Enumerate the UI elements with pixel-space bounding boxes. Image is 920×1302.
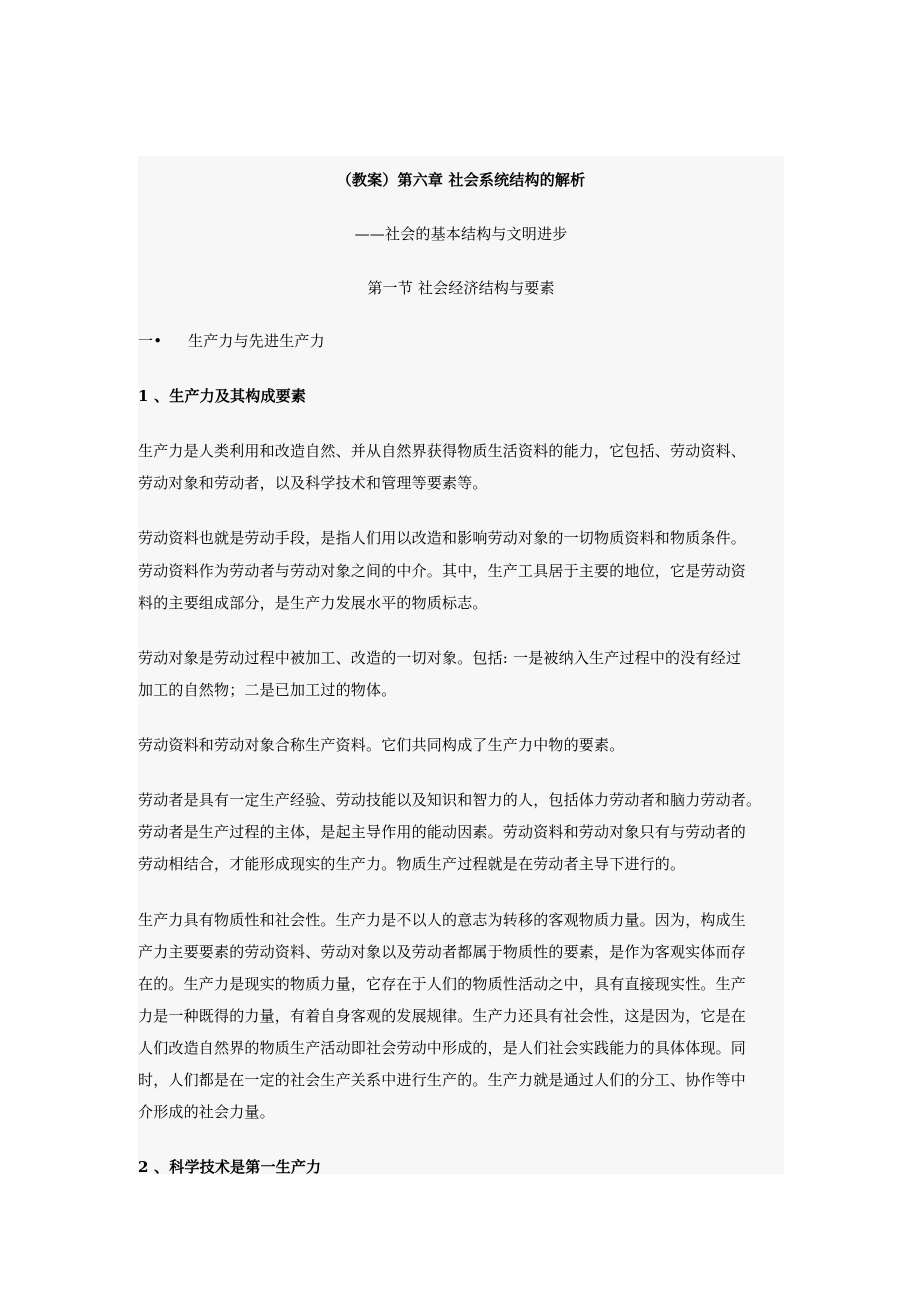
paragraph-line: 时，人们都是在一定的社会生产关系中进行生产的。生产力就是通过人们的分工、协作等中: [138, 1071, 747, 1089]
paragraph-line: 劳动相结合，才能形成现实的生产力。物质生产过程就是在劳动者主导下进行的。: [138, 855, 686, 873]
list-item-text: 生产力与先进生产力: [188, 332, 325, 350]
paragraph-line: 劳动对象和劳动者，以及科学技术和管理等要素等。: [138, 474, 488, 492]
list-item-one: [138, 331, 784, 351]
paragraph-line: 劳动者是具有一定生产经验、劳动技能以及知识和智力的人，包括体力劳动者和脑力劳动者。: [138, 791, 762, 809]
document-subtitle: ——社会的基本结构与文明进步: [354, 225, 568, 243]
paragraph-line: 劳动资料作为劳动者与劳动对象之间的中介。其中，生产工具居于主要的地位，它是劳动资: [138, 562, 747, 580]
paragraph-line: 在的。生产力是现实的物质力量，它存在于人们的物质性活动之中，具有直接现实性。生产: [138, 975, 747, 993]
document-page: [138, 156, 784, 1174]
paragraph-line: 生产力具有物质性和社会性。生产力是不以人的意志为转移的客观物质力量。因为，构成生: [138, 911, 747, 929]
document-title: （教案）第六章 社会系统结构的解析: [336, 171, 586, 189]
subheading-2: 2 、科学技术是第一生产力: [138, 1158, 322, 1176]
paragraph-line: 生产力是人类利用和改造自然、并从自然界获得物质生活资料的能力，它包括、劳动资料、: [138, 442, 747, 460]
paragraph-line: 劳动资料也就是劳动手段，是指人们用以改造和影响劳动对象的一切物质资料和物质条件。: [138, 529, 747, 547]
paragraph-line: 产力主要要素的劳动资料、劳动对象以及劳动者都属于物质性的要素，是作为客观实体而存: [138, 943, 747, 961]
paragraph-line: 劳动者是生产过程的主体，是起主导作用的能动因素。劳动资料和劳动对象只有与劳动者的: [138, 823, 747, 841]
subheading-1: 1 、生产力及其构成要素: [138, 387, 307, 405]
paragraph-line: 劳动资料和劳动对象合称生产资料。它们共同构成了生产力中物的要素。: [138, 736, 625, 754]
paragraph-line: 力是一种既得的力量，有着自身客观的发展规律。生产力还具有社会性，这是因为，它是在: [138, 1007, 747, 1025]
list-marker: 一•: [138, 332, 163, 350]
paragraph-line: 加工的自然物；二是已加工过的物体。: [138, 681, 397, 699]
paragraph-line: 介形成的社会力量。: [138, 1103, 275, 1121]
section-heading: 第一节 社会经济结构与要素: [367, 279, 555, 297]
paragraph-line: 料的主要组成部分，是生产力发展水平的物质标志。: [138, 594, 488, 612]
paragraph-line: 劳动对象是劳动过程中被加工、改造的一切对象。包括: 一是被纳入生产过程中的没有经过: [138, 649, 742, 667]
paragraph-line: 人们改造自然界的物质生产活动即社会劳动中形成的，是人们社会实践能力的具体体现。同: [138, 1039, 747, 1057]
